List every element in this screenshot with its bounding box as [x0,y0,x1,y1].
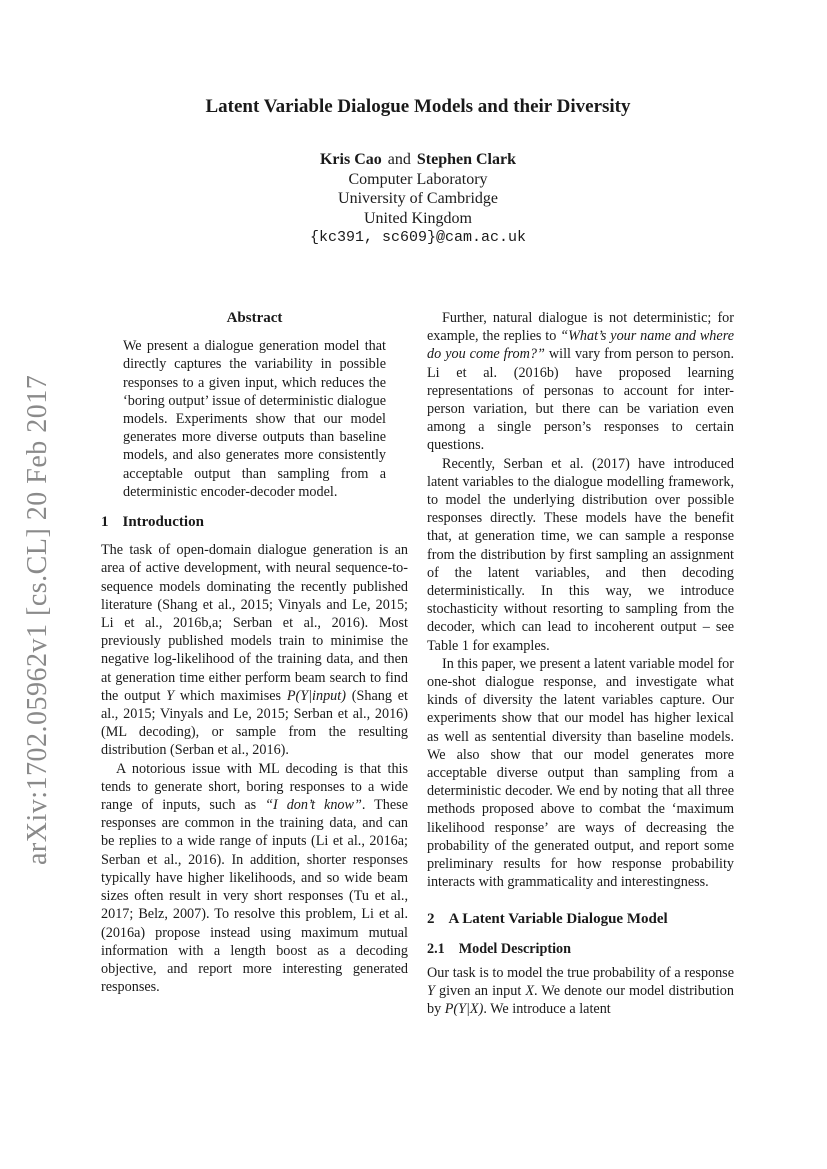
intro-paragraph-5: In this paper, we present a latent variable model for one-shot dialogue response, and investigate what kinds of diversity the latent variables capture. Our experiments show that our model has higher lexical as well as sentential diversity than baseline models. We also show that our model generates more acceptable diverse output than sampling from a deterministic decoder. We end by noting that all three methods proposed above to combat the ‘maximum likelihood response’ are ways of decreasing the probability of the generated output, and report some preliminary results for how response probability interacts with grammaticality and interestingness. [427,655,734,891]
intro-p1-text-c: (Shang et al., 2015; Vinyals and Le, 2015; Serban et al., 2016) (ML decoding), or sample from the resulting distribution (Serban et al., 2016). [101,687,408,759]
section-1-number: 1 [101,514,109,531]
right-column [427,309,734,1019]
abstract-text: We present a dialogue generation model that directly captures the variability in possible responses to a given input, which reduces the ‘boring output’ issue of deterministic dialogue models. Experiments show that our model generates more diverse outputs than baseline models, and also generates more consistently acceptable output than sampling from a deterministic encoder-decoder model. [123,338,386,500]
model-p1-text-d: . We introduce a latent [483,1001,611,1018]
author-names [100,150,736,170]
subsection-2-1-title: Model Description [458,940,572,957]
section-2-number: 2 [427,910,435,927]
author-block [100,150,736,248]
intro-p2-text-b: . These responses are common in the training data, and can be replies to a wide range of inputs (Li et al., 2016a; Serban et al., 2016). In addition, shorter responses typically have higher likelihoods, and so wide beam sizes often result in very short responses (Tu et al., 2017; Belz, 2007). To resolve this problem, Li et al. (2016a) propose instead using maximum mutual information with a length boost as a decoding objective, and report more interesting generated responses. [101,797,408,996]
affiliation-1: Computer Laboratory [348,170,488,188]
author-1: Kris Cao [319,151,382,168]
subsection-2-1-heading [427,940,734,958]
section-2-heading [427,910,734,928]
intro-p3-quote: “What’s your name and where do you come from?” [427,328,734,363]
affiliation-3: United Kingdom [364,209,472,227]
math-p-y-x: P(Y|X) [444,1001,484,1018]
author-2: Stephen Clark [416,151,516,168]
math-x: X [525,983,535,1000]
intro-p3-text-a: Further, natural dialogue is not deterministic; for example, the replies to [427,310,734,345]
intro-p3-text-b: will vary from person to person. Li et al. (2016b) have proposed learning representations of personas to account for inter-person variation, but there can be variation even among a single person’s responses to certain questions. [427,346,735,454]
section-2-title: A Latent Variable Dialogue Model [448,910,668,927]
intro-paragraph-1 [101,541,408,759]
section-1-title: Introduction [122,514,204,531]
model-paragraph-1 [427,964,734,1019]
model-p1-text-c: . We denote our model distribution by [427,983,734,1018]
math-y: Y [166,687,175,704]
intro-paragraph-4: Recently, Serban et al. (2017) have introduced latent variables to the dialogue modelling framework, to model the underlying distribution over possible responses directly. These models have the benefit that, at generation time, we can sample a response from the distribution by first sampling an assignment of the latent variables, and then decoding deterministically. In this way, we introduce stochasticity without resorting to sampling from the decoder, which can lead to incoherent output – see Table 1 for examples. [427,455,734,654]
math-p-y-input: P(Y|input) [286,687,346,704]
author-and: and [387,151,411,168]
model-p1-text-b: given an input [434,983,526,1000]
intro-p1-text-b: which maximises [174,687,287,704]
intro-p1-text-a: The task of open-domain dialogue generation is an area of active development, with neural sequence-to-sequence models dominating the recently published literature (Shang et al., 2015; Vinyals and Le, 2015; Li et al., 2016b,a; Serban et al., 2016). Most previously published models train to minimise the negative log-likelihood of the training data, and then at generation time either perform beam search to find the output [101,542,408,704]
intro-paragraph-3 [427,309,734,455]
math-y-2: Y [427,983,435,1000]
paper-title: Latent Variable Dialogue Models and their Diversity [205,96,631,117]
section-1-heading [101,513,408,531]
arxiv-side-stamp: arXiv:1702.05962v1 [cs.CL] 20 Feb 2017 [22,374,53,866]
intro-paragraph-2 [101,760,408,997]
affiliation-2: University of Cambridge [338,190,498,207]
author-email: {kc391, sc609}@cam.ac.uk [309,229,527,246]
subsection-2-1-number: 2.1 [427,940,445,957]
abstract-heading: Abstract [226,310,283,326]
intro-p2-text-a: A notorious issue with ML decoding is that this tends to generate short, boring responses to a wide range of inputs, such as [101,760,408,814]
intro-p2-quote: “I don’t know” [265,797,362,814]
left-column [101,309,408,996]
model-p1-text-a: Our task is to model the true probability of a response [427,964,734,981]
